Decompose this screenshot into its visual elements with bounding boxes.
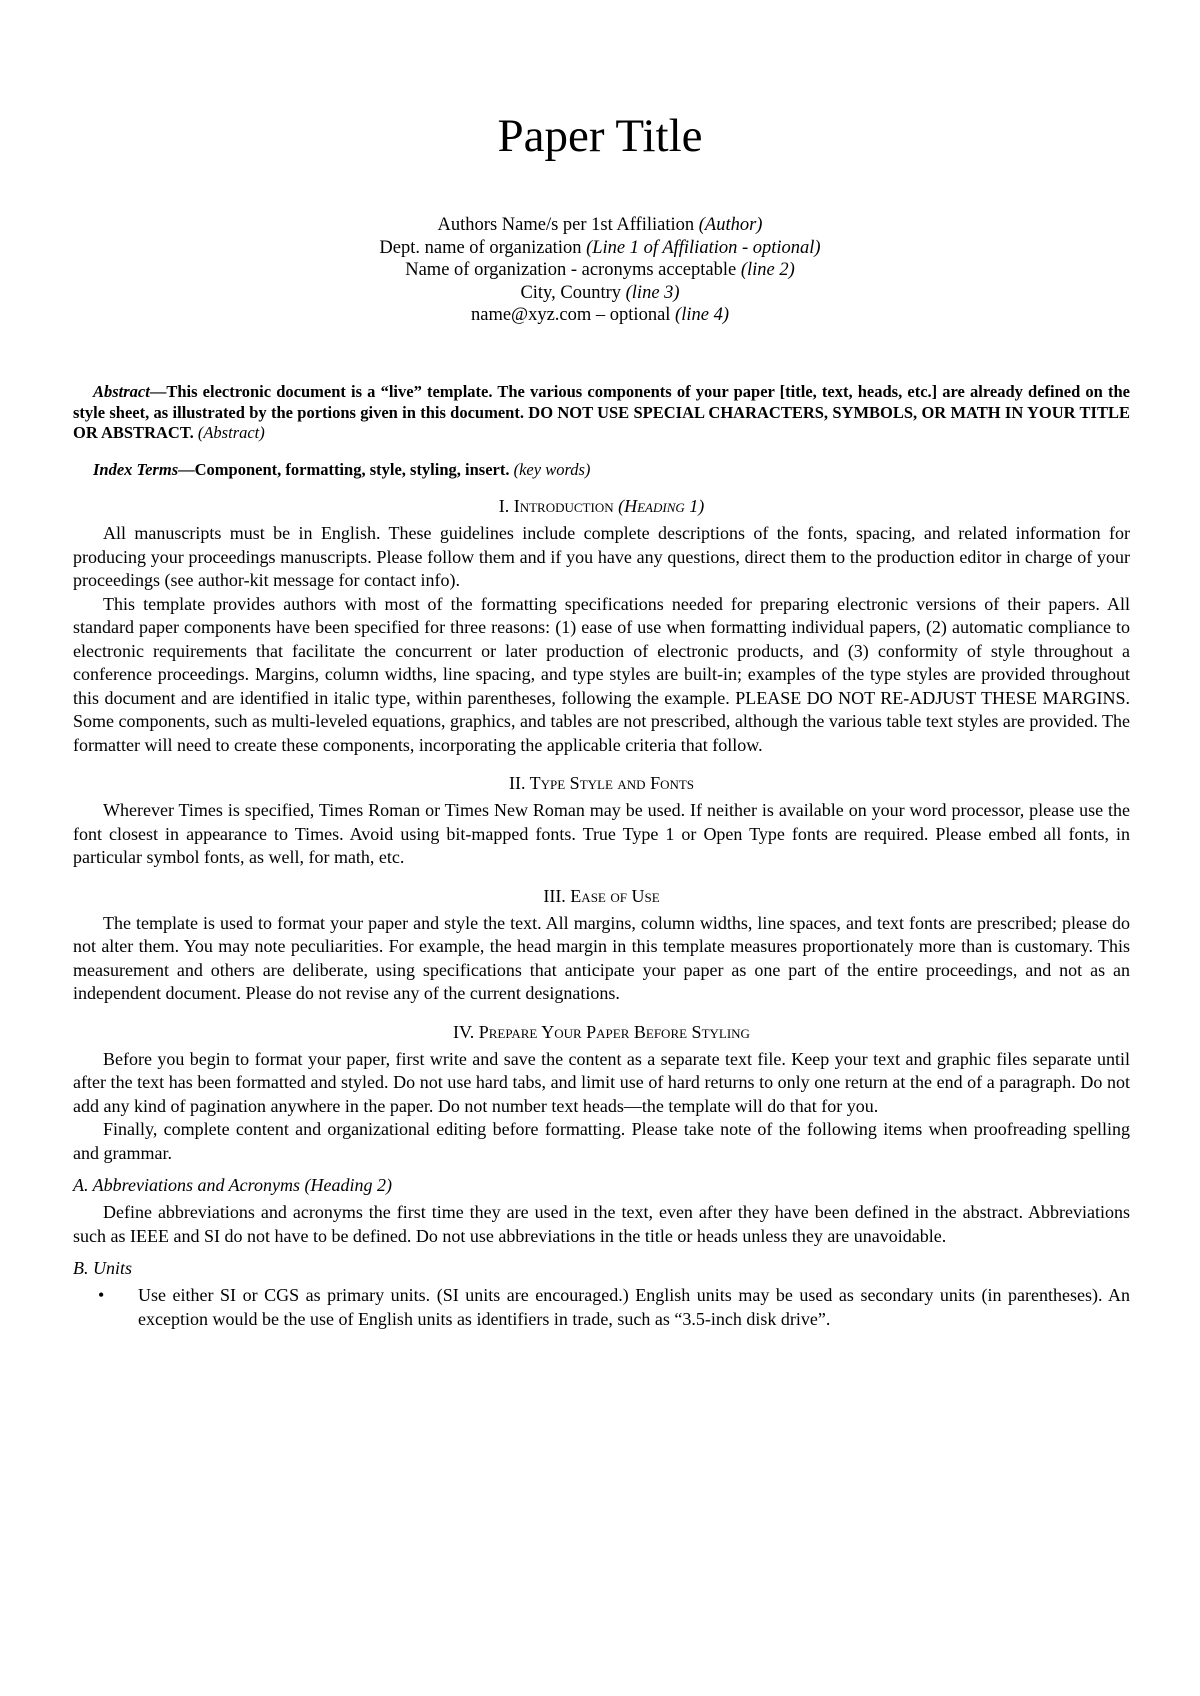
index-terms [73,460,1130,481]
paragraph: Define abbreviations and acronyms the first time they are used in the text, even after they have been defined in the abstract. Abbreviations such as IEEE and SI do not have to be defined. Do not use abbreviations in the title or heads unless they are unavoidable. [73,1202,1130,1246]
abstract-label: Abstract [93,382,150,401]
author-name-line [0,214,1200,237]
abstract-text: —This electronic document is a “live” template. The various components of your paper [title, text, heads, etc.] are already defined on the style sheet, as illustrated by the portions given in this document. DO NOT USE SPECIAL CHARACTERS, SYMBOLS, OR MATH IN YOUR TITLE OR ABSTRACT. [73,382,1130,442]
paragraph: Before you begin to format your paper, first write and save the content as a separate text file. Keep your text and graphic files separate until after the text has been formatted and styled. Do not use hard tabs, and limit use of hard returns to only one return at the end of a paragraph. Do not add any kind of pagination anywhere in the paper. Do not number text heads—the template will do that for you. [73,1048,1130,1116]
section-heading-type-style: II. Type Style and Fonts [508,773,695,793]
list-item [73,1284,1130,1331]
author-name-note: (Author) [698,215,763,235]
affiliation-org-line [0,259,1200,282]
abstract [73,382,1130,444]
affiliation-city-line [0,282,1200,305]
affiliation-city-note: (line 3) [625,282,680,303]
affiliation-org-note: (line 2) [740,260,795,280]
list-item-text: Use either SI or CGS as primary units. (SI units are encouraged.) English units may be used as secondary units (in parentheses). An exception would be the use of English units as identifiers in trade, such as “3.5-inch disk drive”. [138,1285,1130,1329]
bullet-icon: • [98,1285,105,1305]
paragraph: All manuscripts must be in English. These guidelines include complete descriptions of the fonts, spacing, and related information for producing your proceedings manuscripts. Please follow them and if you have any questions, direct them to the production editor in charge of your proceedings (see author-kit message for contact info). [73,523,1130,590]
author-block [0,214,1200,327]
paragraph: Finally, complete content and organizational editing before formatting. Please take note of the following items when proofreading spelling and grammar. [73,1119,1130,1163]
index-terms-note: (key words) [513,459,591,479]
section-heading-introduction [73,494,1130,518]
heading-text: I. Introduction [498,496,614,516]
section-heading-ease-of-use: III. Ease of Use [543,885,660,906]
author-name: Authors Name/s per 1st Affiliation [437,215,695,235]
paragraph: The template is used to format your paper and style the text. All margins, column widths, line spaces, and text fonts are prescribed; please do not alter them. You may note peculiarities. For example, the head margin in this template measures proportionately more than is customary. This measurement and others are deliberate, using specifications that anticipate your paper as one part of the entire proceedings, and not as an independent document. Please do not revise any of the current designations. [73,912,1130,1003]
author-email: name@xyz.com – optional [471,305,671,325]
index-terms-text: —Component, formatting, style, styling, insert. [178,459,510,479]
affiliation-dept-line [0,237,1200,260]
subsection-heading-abbreviations: A. Abbreviations and Acronyms (Heading 2) [73,1175,392,1195]
subsection-heading-units: B. Units [73,1258,133,1278]
units-bullet-list [73,1284,1130,1331]
affiliation-org: Name of organization - acronyms acceptable [405,260,737,280]
abstract-note: (Abstract) [197,423,265,442]
affiliation-dept: Dept. name of organization [379,237,582,258]
heading-note: (Heading 1) [618,496,705,516]
paragraph: Wherever Times is specified, Times Roman or Times New Roman may be used. If neither is available on your word processor, please use the font closest in appearance to Times. Avoid using bit-mapped fonts. True Type 1 or Open Type fonts are required. Please embed all fonts, in particular symbol fonts, as well, for math, etc. [73,800,1130,867]
section-heading-prepare: IV. Prepare Your Paper Before Styling [453,1021,750,1042]
paper-title: Paper Title [497,110,703,162]
paragraph: This template provides authors with most of the formatting specifications needed for preparing electronic versions of their papers. All standard paper components have been specified for three reasons: (1) ease of use when formatting individual papers, (2) automatic compliance to electronic requirements that facilitate the concurrent or later production of electronic products, and (3) conformity of style throughout a conference proceedings. Margins, column widths, line spacing, and type styles are built-in; examples of the type styles are provided throughout this document and are identified in italic type, within parentheses, following the example. PLEASE DO NOT RE-ADJUST THESE MARGINS. Some components, such as multi-leveled equations, graphics, and tables are not prescribed, although the various table text styles are provided. The formatter will need to create these components, incorporating the applicable criteria that follow. [73,593,1130,755]
author-email-line [0,304,1200,327]
index-terms-label: Index Terms [93,459,179,479]
affiliation-dept-note: (Line 1 of Affiliation - optional) [586,237,821,258]
affiliation-city: City, Country [520,282,621,303]
paper-body [73,382,1130,1331]
author-email-note: (line 4) [675,305,729,325]
